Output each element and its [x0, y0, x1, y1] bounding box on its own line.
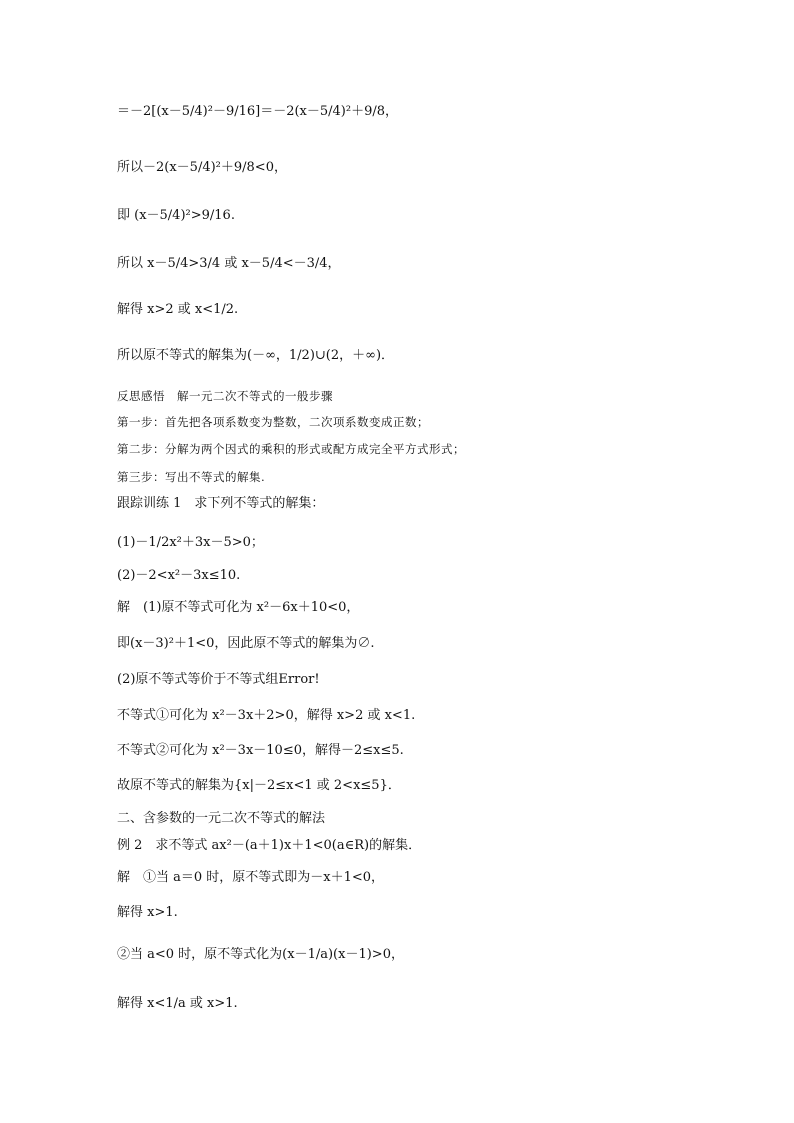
- text-line: 解 (1)原不等式可化为 x²－6x＋10<0，: [117, 600, 360, 615]
- text-line: (1)－1/2x²＋3x－5>0；: [117, 535, 264, 550]
- text-line: 第三步：写出不等式的解集.: [117, 470, 266, 484]
- text-line: 解得 x>2 或 x<1/2.: [117, 302, 239, 317]
- text-line: 所以 x－5/4>3/4 或 x－5/4<－3/4，: [117, 256, 341, 271]
- text-line: 第一步：首先把各项系数变为整数，二次项系数变成正数；: [117, 415, 429, 429]
- text-line: 解得 x<1/a 或 x>1.: [117, 996, 238, 1011]
- text-line: 不等式①可化为 x²－3x＋2>0，解得 x>2 或 x<1.: [117, 708, 416, 723]
- text-line: 不等式②可化为 x²－3x－10≤0，解得－2≤x≤5.: [117, 743, 404, 758]
- text-line: 二、含参数的一元二次不等式的解法: [117, 811, 326, 826]
- text-line: 第二步：分解为两个因式的乘积的形式或配方成完全平方式形式；: [117, 442, 465, 456]
- text-line: 即 (x－5/4)²>9/16.: [117, 208, 235, 223]
- text-line: (2)原不等式等价于不等式组Error!: [117, 672, 320, 687]
- text-line: ②当 a<0 时，原不等式化为(x－1/a)(x－1)>0，: [117, 947, 404, 962]
- text-line: 例 2 求不等式 ax²－(a＋1)x＋1<0(a∈R)的解集．: [117, 838, 422, 853]
- text-line: ＝－2[(x－5/4)²－9/16]＝－2(x－5/4)²＋9/8，: [117, 104, 399, 119]
- text-line: 解 ①当 a＝0 时，原不等式即为－x＋1<0，: [117, 870, 385, 885]
- text-line: 反思感悟 解一元二次不等式的一般步骤: [117, 389, 333, 403]
- text-line: 所以－2(x－5/4)²＋9/8<0，: [117, 160, 287, 175]
- text-line: 跟踪训练 1 求下列不等式的解集：: [117, 496, 325, 511]
- text-line: 所以原不等式的解集为(－∞，1/2)∪(2，＋∞)．: [117, 348, 395, 363]
- text-line: 故原不等式的解集为{x|－2≤x<1 或 2<x≤5}．: [117, 778, 401, 793]
- text-line: (2)－2<x²－3x≤10.: [117, 568, 241, 583]
- text-line: 解得 x>1.: [117, 905, 178, 920]
- text-line: 即(x－3)²＋1<0，因此原不等式的解集为∅.: [117, 636, 375, 651]
